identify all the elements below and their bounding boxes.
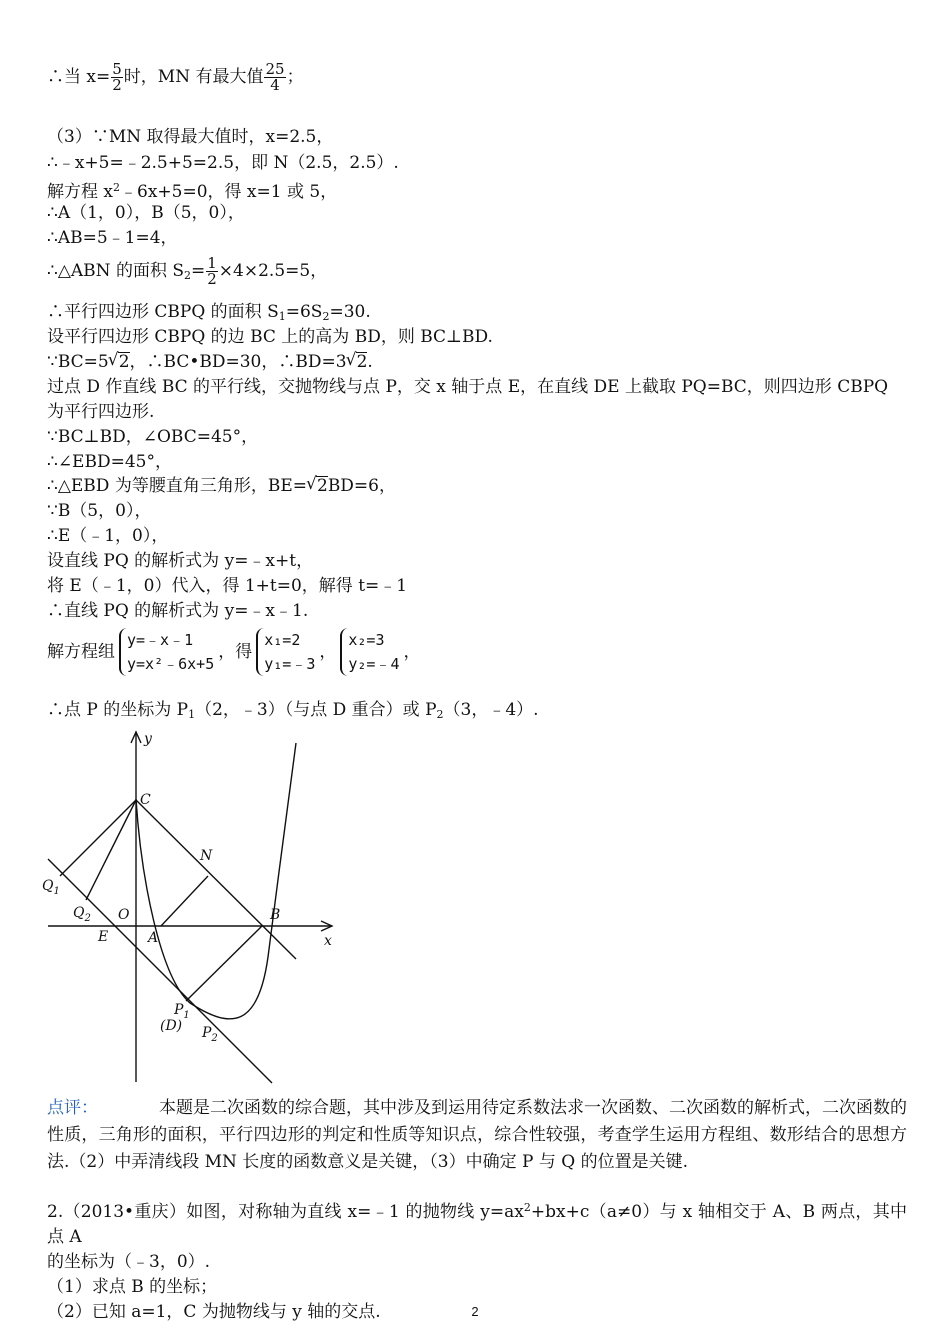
geometry-figure: [40, 727, 350, 1089]
solution-line: ∵BC=5√ 2，∴BC•BD=30，∴BD=3√ 2.: [47, 350, 373, 374]
solution-line: 为平行四边形.: [47, 402, 155, 422]
solution-line: ∴平行四边形 CBPQ 的面积 $S_1=6S_2=30$.: [47, 302, 371, 323]
solution-line: 设平行四边形 CBPQ 的边 BC 上的高为 BD，则 BC⊥BD.: [47, 327, 493, 347]
label-p2: $P_2$: [202, 1025, 218, 1044]
fraction: $\frac{25}{4}$: [265, 60, 285, 94]
label-b: B: [270, 907, 281, 923]
solution-line: ∴AB=5﹣1=4，: [47, 228, 178, 248]
max-value-line: ∴当 x= $\frac{5}{2}$ 时，MN 有最大值 $\frac{25}{4}$ ；: [47, 60, 304, 94]
label-e: E: [98, 929, 109, 945]
equation-system-line: 解方程组 y=﹣x﹣1 y=x²﹣6x+5 ，得 x₁=2 y₁=﹣3 ， x₂=3 y₂=﹣4 ，: [47, 628, 421, 676]
solution-line: 过点 D 作直线 BC 的平行线，交抛物线与点 P，交 x 轴于点 E，在直线 DE 上截取 PQ=BC，则四边形 CBPQ: [47, 377, 889, 397]
comment-label: 点评：: [47, 1098, 98, 1118]
segment-bd: [186, 926, 262, 1001]
solution-line: ∴直线 PQ 的解析式为 y=﹣x﹣1.: [47, 601, 309, 621]
page-number: 2: [471, 1304, 479, 1319]
label-n: N: [200, 848, 213, 864]
segment-an: [161, 876, 208, 926]
parabola: [136, 743, 296, 1019]
solution-line: ∴A（1，0），B（5，0），: [47, 203, 245, 223]
fraction: $\frac{1}{2}$: [207, 254, 217, 288]
problem-2: 2.（2013•重庆）如图，对称轴为直线 x=﹣1 的抛物线 $y=ax^2+bx+c(a\ne 0)$与 x 轴相交于 A、B 两点，其中点 A 的坐标为（﹣3，0）. （1）求点 B 的坐标； （2）已知 a=1，C 为抛物线与 y 轴的交点.: [47, 1201, 907, 1322]
sqrt: √ 2: [356, 352, 368, 371]
sqrt: √ 2: [316, 476, 328, 495]
solution-line: ∵BC⊥BD，∠OBC=45°，: [47, 427, 259, 447]
line-cb: [136, 800, 296, 959]
solution-line: ∴∠EBD=45°，: [47, 452, 172, 472]
solution-line: （3）∵MN 取得最大值时，x=2.5，: [47, 127, 334, 147]
equation-system: x₂=3 y₂=﹣4: [340, 628, 399, 676]
segment-cq2: [86, 800, 136, 900]
label-q1: $Q_1$: [42, 878, 60, 897]
label-x: x: [324, 933, 332, 949]
solution-line: ∴△EBD 为等腰直角三角形，BE=√ 2BD=6，: [47, 474, 396, 498]
comment-text: 本题是二次函数的综合题，其中涉及到运用待定系数法求一次函数、二次函数的解析式，二次函数的性质，三角形的面积，平行四边形的判定和性质等知识点，综合性较强，考查学生运用方程组、数形结合的思想方法.（2）中弄清线段 MN 长度的函数意义是关键，（3）中确定 P 与 Q 的位置是关键.: [47, 1098, 907, 1172]
solution-line: ∵B（5，0），: [47, 501, 152, 521]
equation-system: x₁=2 y₁=﹣3: [256, 628, 315, 676]
comment-block: [47, 1095, 907, 1176]
label-y: y: [144, 731, 152, 747]
fraction: $\frac{5}{2}$: [112, 60, 122, 94]
label-a: A: [148, 930, 159, 946]
solution-line: ∴﹣x+5=﹣2.5+5=2.5，即 N（2.5，2.5）.: [47, 153, 399, 173]
label-p1: $P_1$: [174, 1002, 190, 1021]
solution-line: ∴E（﹣1，0），: [47, 526, 169, 546]
solution-line: ∴△ABN 的面积 $S_2=$ $\frac{1}{2}$ ×4×2.5=5，: [47, 254, 328, 288]
line-pq: [48, 859, 272, 1083]
solution-line: 将 E（﹣1，0）代入，得 1+t=0，解得 t=﹣1: [47, 576, 408, 596]
segment-cq1: [60, 800, 136, 876]
label-d: (D): [160, 1018, 183, 1034]
sqrt: √ 2: [118, 352, 130, 371]
solution-line: 设直线 PQ 的解析式为 y=﹣x+t，: [47, 551, 314, 571]
label-o: O: [118, 907, 130, 923]
label-c: C: [140, 792, 151, 808]
label-q2: $Q_2$: [73, 905, 91, 924]
solution-line: ∴点 P 的坐标为 $P_1(2$，﹣3）（与点 D 重合）或 $P_2(3$，﹣4）.: [47, 700, 539, 721]
equation-system: y=﹣x﹣1 y=x²﹣6x+5: [119, 628, 214, 676]
solution-line: 解方程 $x^2﹣6x+5=0$，得 x=1 或 5，: [47, 181, 338, 202]
